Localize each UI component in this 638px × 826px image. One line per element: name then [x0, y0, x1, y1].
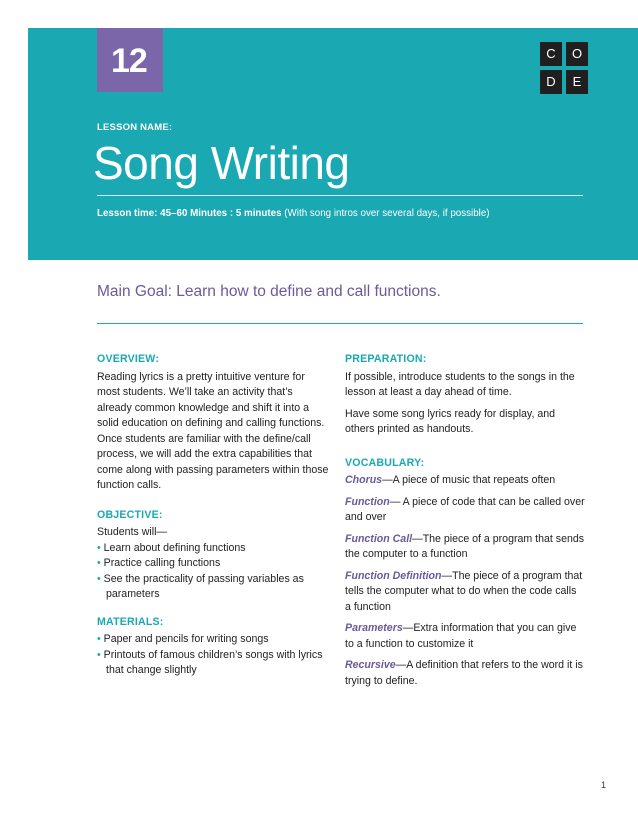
preparation-text: If possible, introduce students to the songs in the lesson at least a day ahead of time.	[345, 370, 575, 398]
lesson-time-bold: Lesson time: 45–60 Minutes : 5 minutes	[97, 208, 282, 219]
vocabulary-item: Chorus—A piece of music that repeats often	[345, 474, 556, 486]
overview-text: Reading lyrics is a pretty intuitive venture for most students. We’ll take an activity that’s already common knowledge and shift it into a solid education on defining and calling functions. Once students are familiar with the define/call process, we will add the extra capabilities that come along with passing parameters within those function calls.	[97, 370, 329, 491]
left-column	[97, 352, 329, 679]
vocabulary-item: Recursive—A definition that refers to the word it is trying to define.	[345, 659, 583, 687]
preparation-heading: PREPARATION:	[345, 353, 427, 365]
materials-heading: MATERIALS:	[97, 615, 164, 628]
vocabulary-heading: VOCABULARY:	[345, 456, 425, 469]
lesson-number-badge: 12	[97, 28, 163, 92]
logo-letter: D	[540, 70, 562, 94]
objective-heading: OBJECTIVE:	[97, 508, 163, 521]
objective-item: • Learn about defining functions	[97, 541, 246, 554]
overview-heading: OVERVIEW:	[97, 353, 160, 365]
logo-letter: C	[540, 42, 562, 66]
materials-item: • Paper and pencils for writing songs	[97, 633, 269, 645]
vocabulary-item: Function Definition—The piece of a program that tells the computer what to do when the code calls a function	[345, 569, 583, 613]
vocabulary-item: Function Call—The piece of a program that sends the computer to a function	[345, 532, 585, 560]
vocabulary-item: Function— A piece of code that can be called over and over	[345, 495, 585, 523]
title-divider	[97, 195, 583, 196]
lesson-time-note: (With song intros over several days, if possible)	[281, 208, 490, 219]
objective-item: • See the practicality of passing variables as parameters	[97, 572, 304, 600]
logo-letter: O	[566, 42, 588, 66]
objective-intro: Students will—	[97, 526, 168, 538]
main-goal: Main Goal: Learn how to define and call functions.	[97, 283, 441, 300]
preparation-text: Have some song lyrics ready for display, and others printed as handouts.	[345, 407, 556, 435]
materials-item: • Printouts of famous children’s songs with lyrics that change slightly	[97, 648, 323, 676]
lesson-name-label: LESSON NAME:	[97, 122, 173, 133]
vocabulary-item: Parameters—Extra information that you can give to a function to customize it	[345, 622, 577, 650]
logo-letter: E	[566, 70, 588, 94]
lesson-time	[97, 208, 490, 219]
goal-divider	[97, 323, 583, 324]
right-column	[345, 352, 585, 695]
objective-item: • Practice calling functions	[97, 557, 221, 569]
lesson-title: Song Writing	[93, 137, 350, 189]
code-logo	[540, 42, 588, 94]
page-number: 1	[601, 780, 607, 790]
